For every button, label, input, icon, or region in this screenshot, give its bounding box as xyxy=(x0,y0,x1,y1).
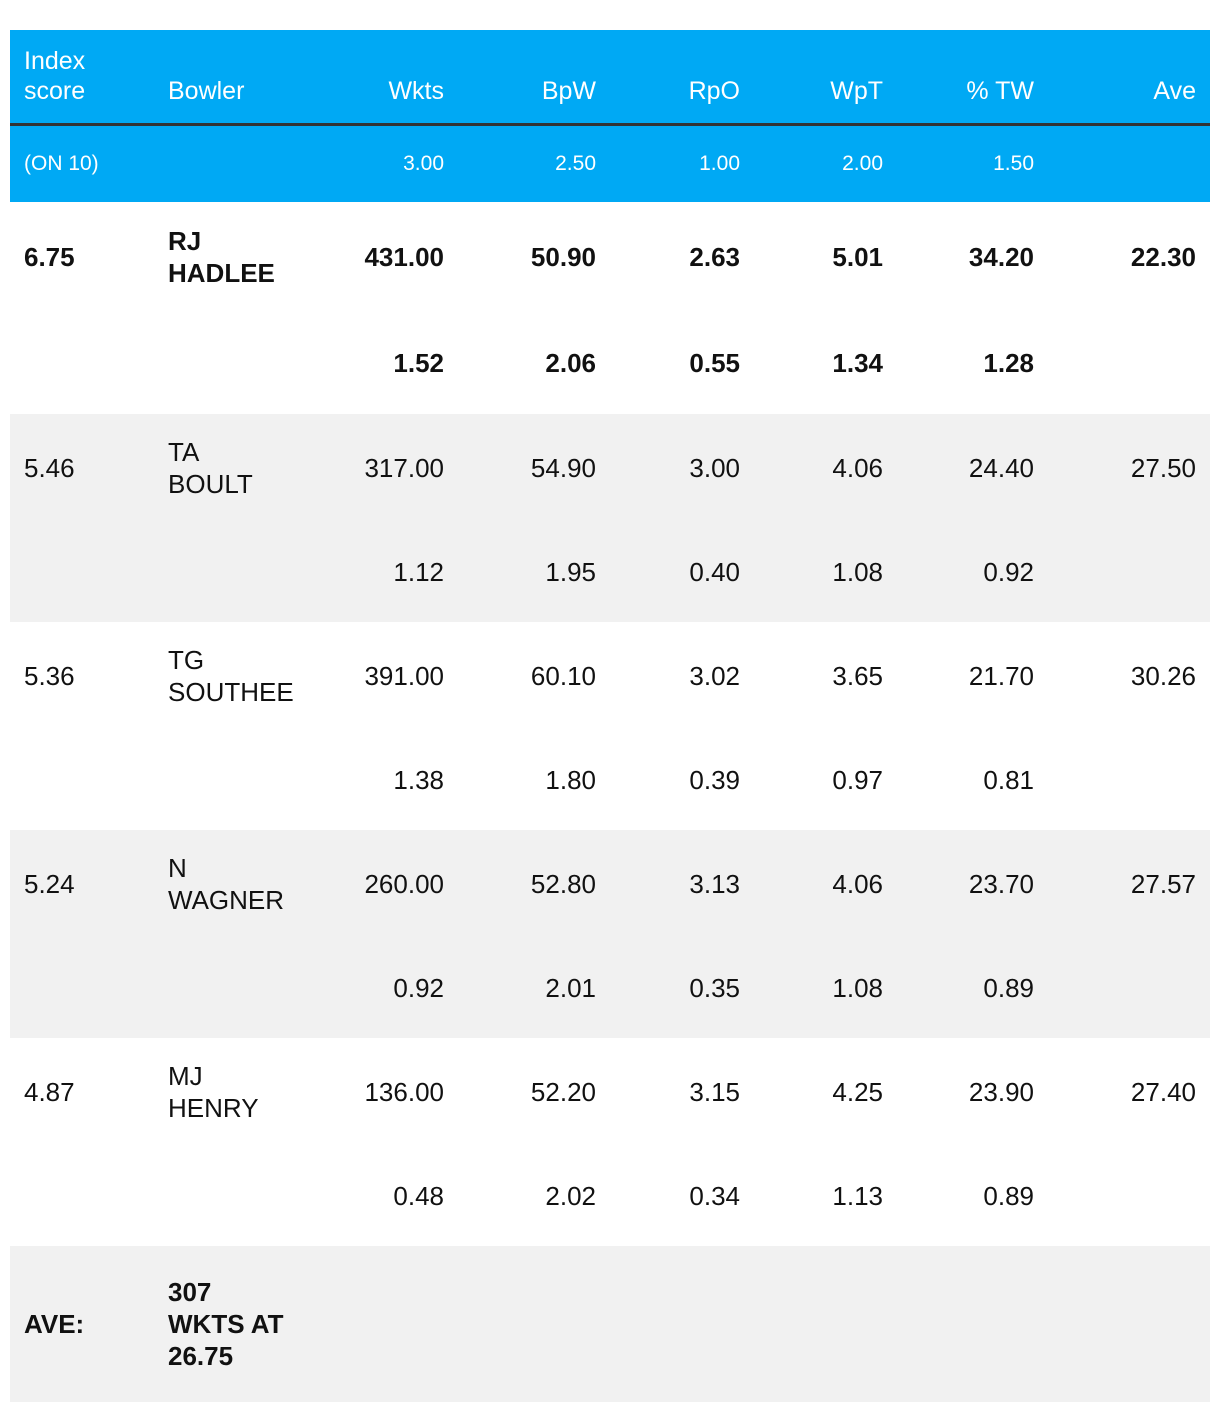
bpw-cell: 52.80 xyxy=(458,830,610,938)
table-row-scores xyxy=(10,1146,1210,1246)
score-tw-cell: 1.28 xyxy=(897,312,1048,414)
score-rpo-cell: 0.55 xyxy=(610,312,754,414)
table-row-scores xyxy=(10,312,1210,414)
score-tw-cell: 0.89 xyxy=(897,1146,1048,1246)
score-tw-cell: 0.92 xyxy=(897,522,1048,622)
table-row xyxy=(10,830,1210,938)
bpw-cell: 60.10 xyxy=(458,622,610,730)
wpt-cell: 5.01 xyxy=(754,202,897,312)
ave-cell: 27.40 xyxy=(1048,1038,1210,1146)
table-row-scores xyxy=(10,938,1210,1038)
average-row xyxy=(10,1246,1210,1402)
score-wpt-cell: 0.97 xyxy=(754,730,897,830)
score-rpo-cell: 0.34 xyxy=(610,1146,754,1246)
index-score-cell: 6.75 xyxy=(10,202,154,312)
rpo-cell: 2.63 xyxy=(610,202,754,312)
tw-cell: 23.70 xyxy=(897,830,1048,938)
ave-cell: 30.26 xyxy=(1048,622,1210,730)
weights-bowler-empty xyxy=(154,126,314,202)
score-wkts-cell: 1.12 xyxy=(314,522,458,622)
bpw-cell: 52.20 xyxy=(458,1038,610,1146)
rpo-cell: 3.00 xyxy=(610,414,754,522)
score-bpw-cell: 1.95 xyxy=(458,522,610,622)
table-row xyxy=(10,202,1210,312)
index-score-cell: 4.87 xyxy=(10,1038,154,1146)
table-row xyxy=(10,622,1210,730)
rpo-cell: 3.02 xyxy=(610,622,754,730)
score-tw-cell: 0.89 xyxy=(897,938,1048,1038)
wkts-cell: 260.00 xyxy=(314,830,458,938)
wkts-cell: 391.00 xyxy=(314,622,458,730)
tw-cell: 34.20 xyxy=(897,202,1048,312)
header-pct-tw: % TW xyxy=(897,30,1048,123)
weight-tw: 1.50 xyxy=(897,126,1048,202)
score-wkts-cell: 0.48 xyxy=(314,1146,458,1246)
wpt-cell: 3.65 xyxy=(754,622,897,730)
ave-cell: 22.30 xyxy=(1048,202,1210,312)
header-row xyxy=(10,30,1210,123)
bpw-cell: 50.90 xyxy=(458,202,610,312)
score-tw-cell: 0.81 xyxy=(897,730,1048,830)
weights-label: (ON 10) xyxy=(10,126,154,202)
score-wpt-cell: 1.08 xyxy=(754,938,897,1038)
index-score-cell: 5.46 xyxy=(10,414,154,522)
weight-wkts: 3.00 xyxy=(314,126,458,202)
header-bpw: BpW xyxy=(458,30,610,123)
average-label: AVE: xyxy=(10,1246,154,1402)
score-rpo-cell: 0.35 xyxy=(610,938,754,1038)
wkts-cell: 431.00 xyxy=(314,202,458,312)
score-rpo-cell: 0.40 xyxy=(610,522,754,622)
header-rpo: RpO xyxy=(610,30,754,123)
header-bowler: Bowler xyxy=(154,30,314,123)
weight-bpw: 2.50 xyxy=(458,126,610,202)
score-wpt-cell: 1.08 xyxy=(754,522,897,622)
score-wpt-cell: 1.34 xyxy=(754,312,897,414)
table-row-scores xyxy=(10,522,1210,622)
header-wpt: WpT xyxy=(754,30,897,123)
weights-row xyxy=(10,126,1210,202)
bowler-index-table xyxy=(10,30,1210,1402)
header-wkts: Wkts xyxy=(314,30,458,123)
ave-cell: 27.57 xyxy=(1048,830,1210,938)
wpt-cell: 4.06 xyxy=(754,830,897,938)
index-score-cell: 5.36 xyxy=(10,622,154,730)
bowler-name-cell: N WAGNER xyxy=(154,830,314,938)
score-bpw-cell: 2.01 xyxy=(458,938,610,1038)
score-wkts-cell: 1.38 xyxy=(314,730,458,830)
score-bpw-cell: 1.80 xyxy=(458,730,610,830)
ave-cell: 27.50 xyxy=(1048,414,1210,522)
tw-cell: 21.70 xyxy=(897,622,1048,730)
index-score-cell: 5.24 xyxy=(10,830,154,938)
score-wkts-cell: 1.52 xyxy=(314,312,458,414)
score-wpt-cell: 1.13 xyxy=(754,1146,897,1246)
tw-cell: 24.40 xyxy=(897,414,1048,522)
score-bpw-cell: 2.06 xyxy=(458,312,610,414)
wkts-cell: 317.00 xyxy=(314,414,458,522)
score-bpw-cell: 2.02 xyxy=(458,1146,610,1246)
table-row xyxy=(10,414,1210,522)
bowler-name-cell: RJ HADLEE xyxy=(154,202,314,312)
bowler-name-cell: TA BOULT xyxy=(154,414,314,522)
rpo-cell: 3.15 xyxy=(610,1038,754,1146)
weight-wpt: 2.00 xyxy=(754,126,897,202)
table-row-scores xyxy=(10,730,1210,830)
bowler-name-cell: MJ HENRY xyxy=(154,1038,314,1146)
average-summary: 307 WKTS AT 26.75 xyxy=(154,1246,314,1402)
bpw-cell: 54.90 xyxy=(458,414,610,522)
wkts-cell: 136.00 xyxy=(314,1038,458,1146)
bowler-name-cell: TG SOUTHEE xyxy=(154,622,314,730)
header-index-score: Index score xyxy=(10,30,154,123)
bowler-index-table-container xyxy=(10,30,1210,1402)
weights-ave-empty xyxy=(1048,126,1210,202)
wpt-cell: 4.06 xyxy=(754,414,897,522)
weight-rpo: 1.00 xyxy=(610,126,754,202)
wpt-cell: 4.25 xyxy=(754,1038,897,1146)
tw-cell: 23.90 xyxy=(897,1038,1048,1146)
score-wkts-cell: 0.92 xyxy=(314,938,458,1038)
table-row xyxy=(10,1038,1210,1146)
rpo-cell: 3.13 xyxy=(610,830,754,938)
score-rpo-cell: 0.39 xyxy=(610,730,754,830)
header-ave: Ave xyxy=(1048,30,1210,123)
